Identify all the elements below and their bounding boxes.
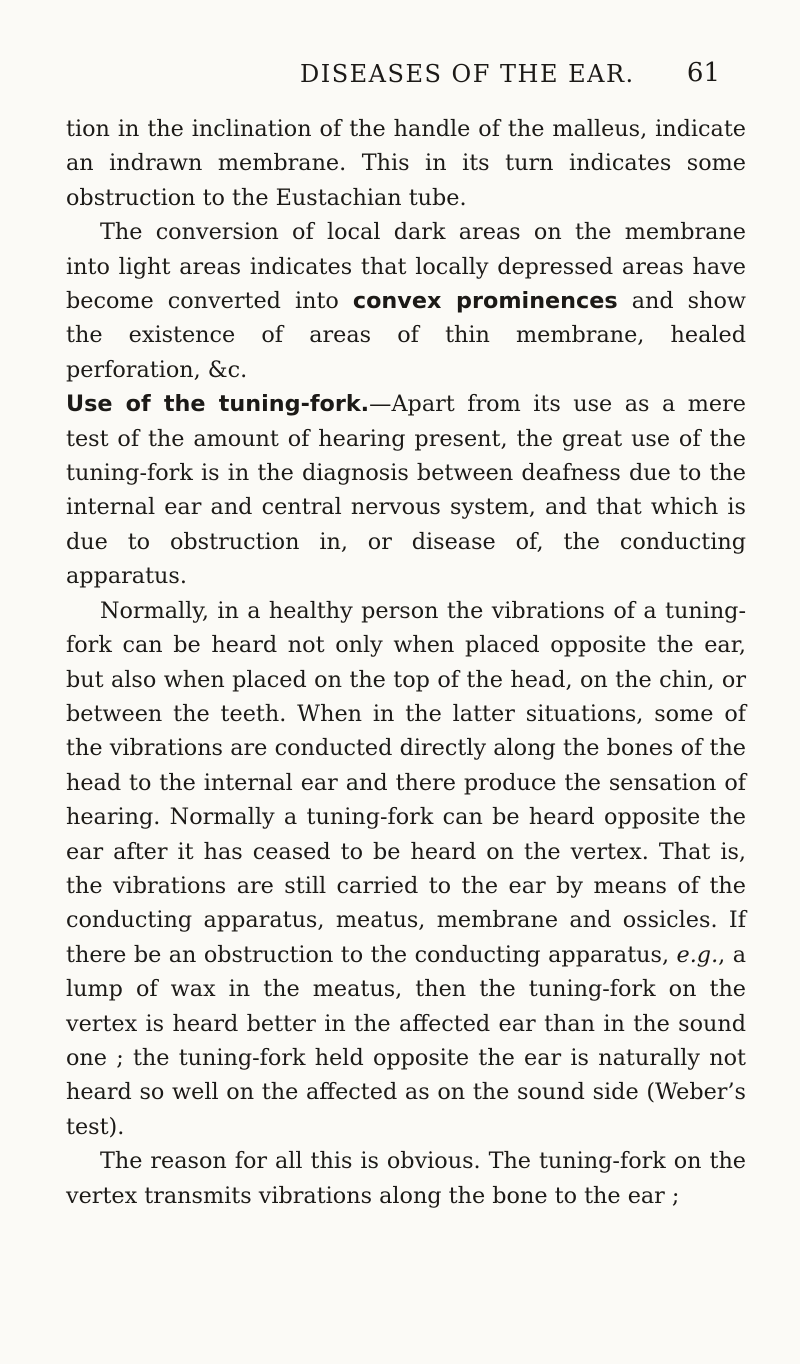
section-heading: Use of the tuning-fork. [66,391,370,418]
page-number: 61 [686,58,720,88]
running-title: DISEASES OF THE EAR. [300,60,635,88]
paragraph-text: The conversion of local dark areas on the membrane into light areas indicates that locally depressed areas have become converted into [66,219,746,315]
paragraph-text: —Apart from its use as a mere test of the amount of hearing present, the great use of the tuning-fork is in the diagnosis between deafness due to the internal ear and central nervous system, and that which is due to obstruction in, or disease of, the conducting apparatus. [66,391,746,590]
paragraph-continuation [66,112,746,215]
paragraph-text: and show the existence of areas of thin membrane, healed perforation, &c. [66,288,746,383]
paragraph-reason [66,1144,746,1213]
bold-term: convex prominences [352,288,618,315]
paragraph-text: Normally, in a healthy person the vibrations of a tuning-fork can be heard not only when placed opposite the ear, but also when placed on the top of the head, on the chin, or between the teeth. When in the latter situations, some of the vibrations are conducted directly along the bones of the head to the internal ear and there produce the sensation of hearing. Normally a tuning-fork can be heard opposite the ear after it has ceased to be heard on the vertex. That is, the vibrations are still carried to the ear by means of the conducting apparatus, meatus, membrane and ossicles. If there be an obstruction to the conducting apparatus, [66,597,746,968]
paragraph-text: , a lump of wax in the meatus, then the tuning-fork on the vertex is heard better in the affected ear than in the sound one ; the tuning-fork held opposite the ear is naturally not heard so well on the affected as on the sound side (Weber’s test). [66,941,747,1140]
paragraph-convex-prominences [66,215,746,387]
paragraph-tuning-fork [66,387,746,593]
body-text [66,112,746,1213]
paragraph-text: The reason for all this is obvious. The tuning-fork on the vertex transmits vibrations along the bone to the ear ; [66,1148,746,1209]
paragraph-normally [66,594,746,1145]
italic-abbreviation: e.g. [676,941,719,968]
paragraph-text: tion in the inclination of the handle of the malleus, indicate an indrawn membrane. This in its turn indicates some obstruction to the Eustachian tube. [66,116,746,211]
